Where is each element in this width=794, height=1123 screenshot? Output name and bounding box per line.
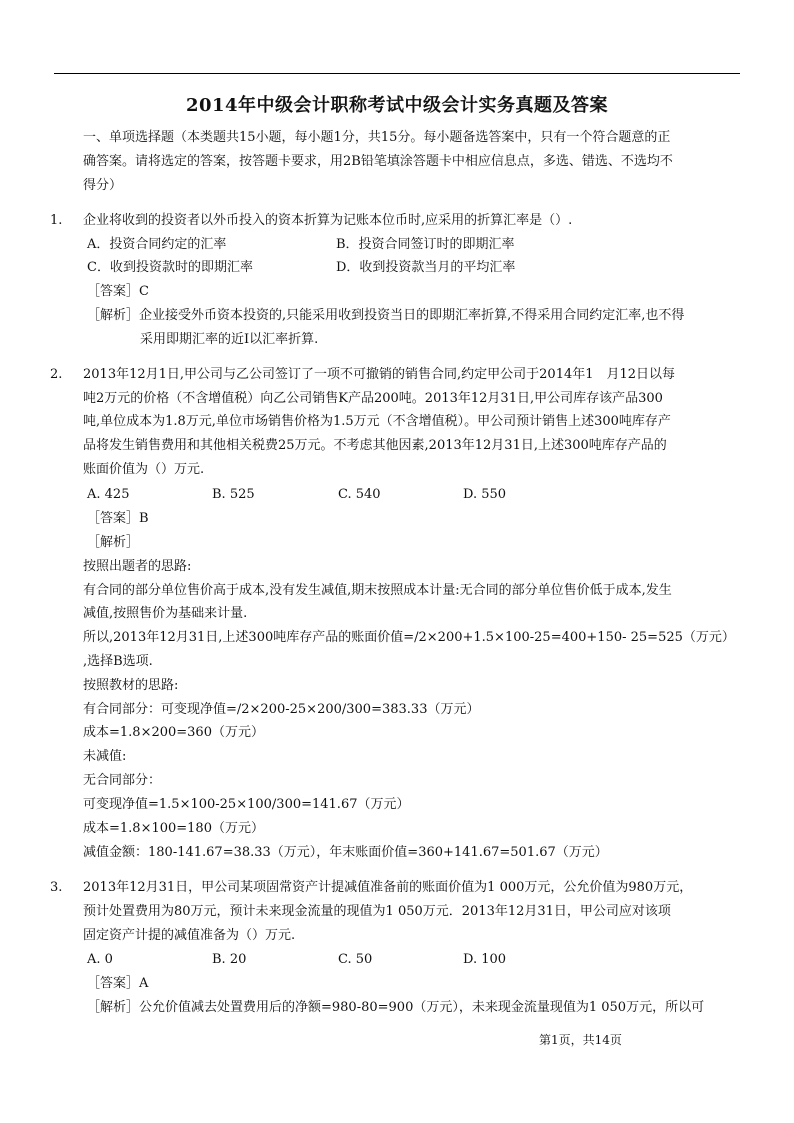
analysis-text: 无合同部分：	[83, 773, 162, 788]
analysis: ［解析］公允价值减去处置费用后的净额=980-80=900（万元），未来现金流量现值为1 050万元，所以可	[87, 1000, 705, 1015]
option-a: A．投资合同约定的汇率	[87, 237, 227, 252]
question-stem: 吨,单位成本为1.8万元,单位市场销售价格为1.5万元（不含增值税）。甲公司预计销售上述300吨库存产	[83, 414, 671, 429]
question-number: 1.	[50, 213, 63, 228]
analysis-text: 按照出题者的思路:	[83, 559, 192, 574]
question-stem: 账面价值为（）万元.	[83, 462, 205, 477]
answer: ［答案］B	[87, 511, 149, 526]
question-stem: 预计处置费用为80万元，预计未来现金流量的现值为1 050万元．2013年12月31日，甲公司应对该项	[83, 904, 671, 919]
analysis-text: 减值,按照售价为基础来计量.	[83, 606, 248, 621]
analysis-text: ,选择B选项.	[83, 654, 153, 669]
option-d: D. 550	[463, 487, 507, 502]
section-text: 得分）	[83, 178, 123, 193]
section-text: 一、单项选择题（本类题共15小题，每小题1分，共15分。每小题备选答案中，只有一个符合题意的正	[83, 130, 671, 145]
analysis: ［解析］企业接受外币资本投资的,只能采用收到投资当日的即期汇率折算,不得采用合同约定汇率,也不得	[87, 308, 685, 323]
page-footer: 第1页，共14页	[539, 1033, 622, 1047]
question-number: 2.	[50, 367, 63, 382]
option-b: B. 20	[212, 952, 247, 967]
question-stem: 2013年12月31日，甲公司某项固常资产计提减值准备前的账面价值为1 000万元，公允价值为980万元，	[83, 880, 693, 895]
option-a: A. 0	[87, 952, 113, 967]
answer: ［答案］A	[87, 976, 149, 991]
page-title: 2014年中级会计职称考试中级会计实务真题及答案	[185, 95, 609, 116]
analysis-text: 减值金额：180-141.67=38.33（万元），年末账面价值=360+141.67=501.67（万元）	[83, 845, 608, 860]
answer: ［答案］C	[87, 284, 149, 299]
option-c: C．收到投资款时的即期汇率	[87, 260, 253, 275]
analysis: 采用即期汇率的近Ⅰ以汇率折算.	[140, 332, 319, 347]
option-c: C. 540	[338, 487, 381, 502]
analysis-text: 成本=1.8×100=180（万元）	[83, 821, 264, 836]
option-d: D．收到投资款当月的平均汇率	[336, 260, 516, 275]
question-stem: 企业将收到的投资者以外币投入的资本折算为记账本位币时,应采用的折算汇率是（）.	[83, 213, 573, 228]
analysis-text: 按照教材的思路:	[83, 678, 179, 693]
question-stem: 2013年12月1日,甲公司与乙公司签订了一项不可撤销的销售合同,约定甲公司于2014年1 月12日以每	[83, 367, 676, 382]
option-b: B. 525	[212, 487, 255, 502]
analysis-text: 有合同的部分单位售价高于成本,没有发生减值,期末按照成本计量:无合同的部分单位售价低于成本,发生	[83, 583, 672, 598]
question-stem: 固定资产计提的减值准备为（）万元.	[83, 928, 296, 943]
analysis-text: 有合同部分：可变现净值=/2×200-25×200/300=383.33（万元）	[83, 702, 480, 717]
option-d: D. 100	[463, 952, 507, 967]
analysis-text: 成本=1.8×200=360（万元）	[83, 725, 264, 740]
analysis: ［解析］	[87, 535, 140, 550]
option-b: B．投资合同签订时的即期汇率	[336, 237, 515, 252]
option-c: C. 50	[338, 952, 373, 967]
analysis-text: 未减值:	[83, 749, 127, 764]
question-number: 3.	[50, 880, 63, 895]
question-stem: 品将发生销售费用和其他相关税费25万元。不考虑其他因素,2013年12月31日,上述300吨库存产品的	[83, 438, 667, 453]
header-rule	[54, 73, 740, 74]
option-a: A. 425	[87, 487, 130, 502]
section-text: 确答案。请将选定的答案，按答题卡要求，用2B铅笔填涂答题卡中相应信息点，多选、错选、不选均不	[83, 154, 673, 169]
analysis-text: 所以,2013年12月31日,上述300吨库存产品的账面价值=/2×200+1.5×100-25=400+150- 25=525（万元）	[83, 630, 735, 645]
analysis-text: 可变现净值=1.5×100-25×100/300=141.67（万元）	[83, 797, 410, 812]
question-stem: 吨2万元的价格（不含增值税）向乙公司销售K产品200吨。2013年12月31日,甲公司库存该产品300	[83, 391, 663, 406]
